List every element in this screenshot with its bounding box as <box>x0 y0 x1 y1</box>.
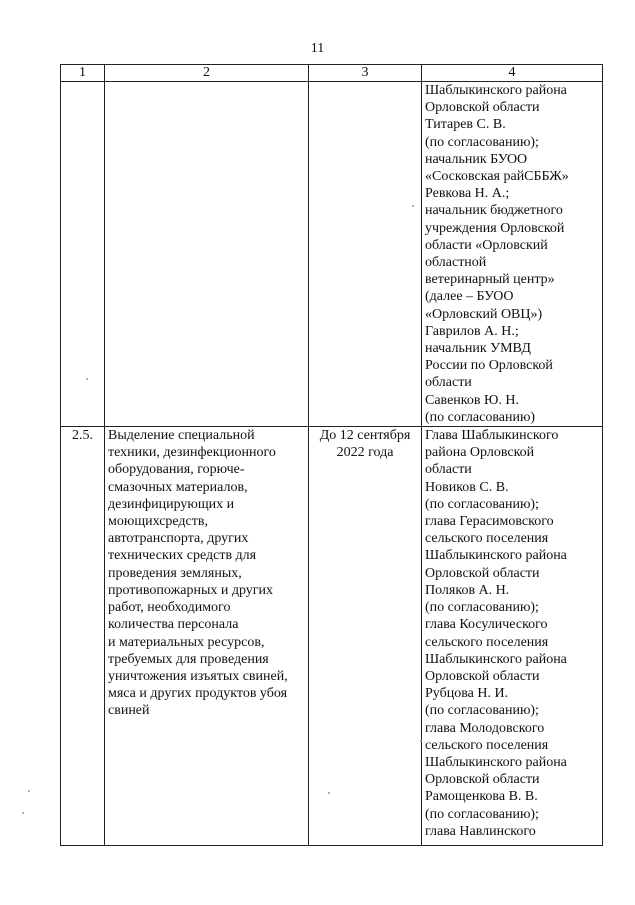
responsible-cell <box>422 427 603 846</box>
cell-text-line: глава Герасимовского <box>425 514 554 530</box>
cell-text-line: Савенков Ю. Н. <box>425 392 519 408</box>
cell-text-line: Рубцова Н. И. <box>425 686 509 702</box>
table-row-2-5 <box>61 427 603 846</box>
cell-text-line: требуемых для проведения <box>108 651 269 667</box>
cell-text-line: «Сосковская райСББЖ» <box>425 169 569 185</box>
cell-text-line: начальник БУОО <box>425 151 528 167</box>
cell-text-line: «Орловский ОВЦ») <box>425 306 543 322</box>
table-row-continuation <box>61 82 603 427</box>
cell-text-line: работ, необходимого <box>108 600 231 616</box>
cell-text-line: Рамощенкова В. В. <box>425 789 538 805</box>
column-number-3: 3 <box>309 65 422 82</box>
scan-speck <box>412 205 414 207</box>
cell-text-line: Орловской области <box>425 565 540 581</box>
cell-text-line: Шаблыкинского района <box>425 548 567 564</box>
cell-text-line: области <box>425 462 472 478</box>
scan-speck <box>86 378 88 380</box>
cell-text-line: Шаблыкинского района <box>425 651 567 667</box>
cell-text-line: Шаблыкинского района <box>425 83 567 98</box>
scan-speck <box>28 790 30 792</box>
column-number-row <box>61 65 603 82</box>
cell-text-line: Ревкова Н. А.; <box>425 186 510 202</box>
cell-text-line: областной <box>425 255 487 271</box>
cell-text-line: начальник УМВД <box>425 341 531 357</box>
cell-text-line: (по согласованию); <box>425 134 539 150</box>
cell-text-line: района Орловской <box>425 445 535 461</box>
responsible-cell <box>422 82 603 427</box>
cell-text-line: мяса и других продуктов убоя <box>108 686 288 702</box>
cell-text-line: Поляков А. Н. <box>425 582 510 598</box>
cell-text-line: начальник бюджетного <box>425 203 563 219</box>
cell-text-line: Титарев С. В. <box>425 117 506 133</box>
cell-text-line: глава Навлинского <box>425 823 536 839</box>
cell-text-line: (по согласованию); <box>425 496 539 512</box>
cell-text-line: ветеринарный центр» <box>425 272 555 288</box>
cell-text-line: дезинфицирующих и <box>108 496 235 512</box>
cell-text-line: Шаблыкинского района <box>425 754 567 770</box>
cell-text-line: глава Косулического <box>425 617 548 633</box>
cell-text-line: уничтожения изъятых свиней, <box>108 668 288 684</box>
cell-text-line: противопожарных и других <box>108 582 274 598</box>
cell-text-line: Орловской области <box>425 668 540 684</box>
cell-text-line: оборудования, горюче- <box>108 462 245 478</box>
cell-text-line: Орловской области <box>425 772 540 788</box>
row-number-cell: 2.5. <box>61 427 105 846</box>
cell-text-line: Новиков С. В. <box>425 479 509 495</box>
cell-text-line: проведения земляных, <box>108 565 242 581</box>
scan-speck <box>328 792 330 794</box>
cell-text-line: учреждения Орловской <box>425 220 565 236</box>
scan-speck <box>22 812 24 814</box>
cell-text-line: области «Орловский <box>425 237 548 253</box>
cell-text-line: техники, дезинфекционного <box>108 445 276 461</box>
cell-text-line: До 12 сентября <box>319 428 411 444</box>
cell-text-line: свиней <box>108 703 150 719</box>
cell-text-line: сельского поселения <box>425 634 549 650</box>
cell-text-line: Гаврилов А. Н.; <box>425 323 519 339</box>
cell-text-line: России по Орловской <box>425 358 553 374</box>
cell-text-line: моющихсредств, <box>108 514 208 530</box>
cell-text-line: автотранспорта, других <box>108 531 249 547</box>
cell-text-line: смазочных материалов, <box>108 479 248 495</box>
measures-table <box>60 64 603 846</box>
action-cell <box>105 82 309 427</box>
cell-text-line: Глава Шаблыкинского <box>425 428 559 444</box>
scan-speck <box>420 740 422 742</box>
cell-text-line: Орловской области <box>425 100 540 116</box>
column-number-1: 1 <box>61 65 105 82</box>
deadline-cell <box>309 427 422 846</box>
row-number-cell <box>61 82 105 427</box>
column-number-4: 4 <box>422 65 603 82</box>
cell-text-line: (далее – БУОО <box>425 289 514 305</box>
cell-text-line: (по согласованию) <box>425 409 536 425</box>
cell-text-line: 2022 года <box>336 445 394 461</box>
cell-text-line: (по согласованию); <box>425 703 539 719</box>
cell-text-line: технических средств для <box>108 548 257 564</box>
cell-text-line: сельского поселения <box>425 531 549 547</box>
action-cell <box>105 427 309 846</box>
page-number: 11 <box>310 41 325 56</box>
cell-text-line: количества персонала <box>108 617 239 633</box>
cell-text-line: глава Молодовского <box>425 720 545 736</box>
cell-text-line: (по согласованию); <box>425 600 539 616</box>
cell-text-line: Выделение специальной <box>108 428 255 444</box>
cell-text-line: и материальных ресурсов, <box>108 634 265 650</box>
cell-text-line: (по согласованию); <box>425 806 539 822</box>
cell-text-line: области <box>425 375 472 391</box>
deadline-cell <box>309 82 422 427</box>
cell-text-line: сельского поселения <box>425 737 549 753</box>
column-number-2: 2 <box>105 65 309 82</box>
